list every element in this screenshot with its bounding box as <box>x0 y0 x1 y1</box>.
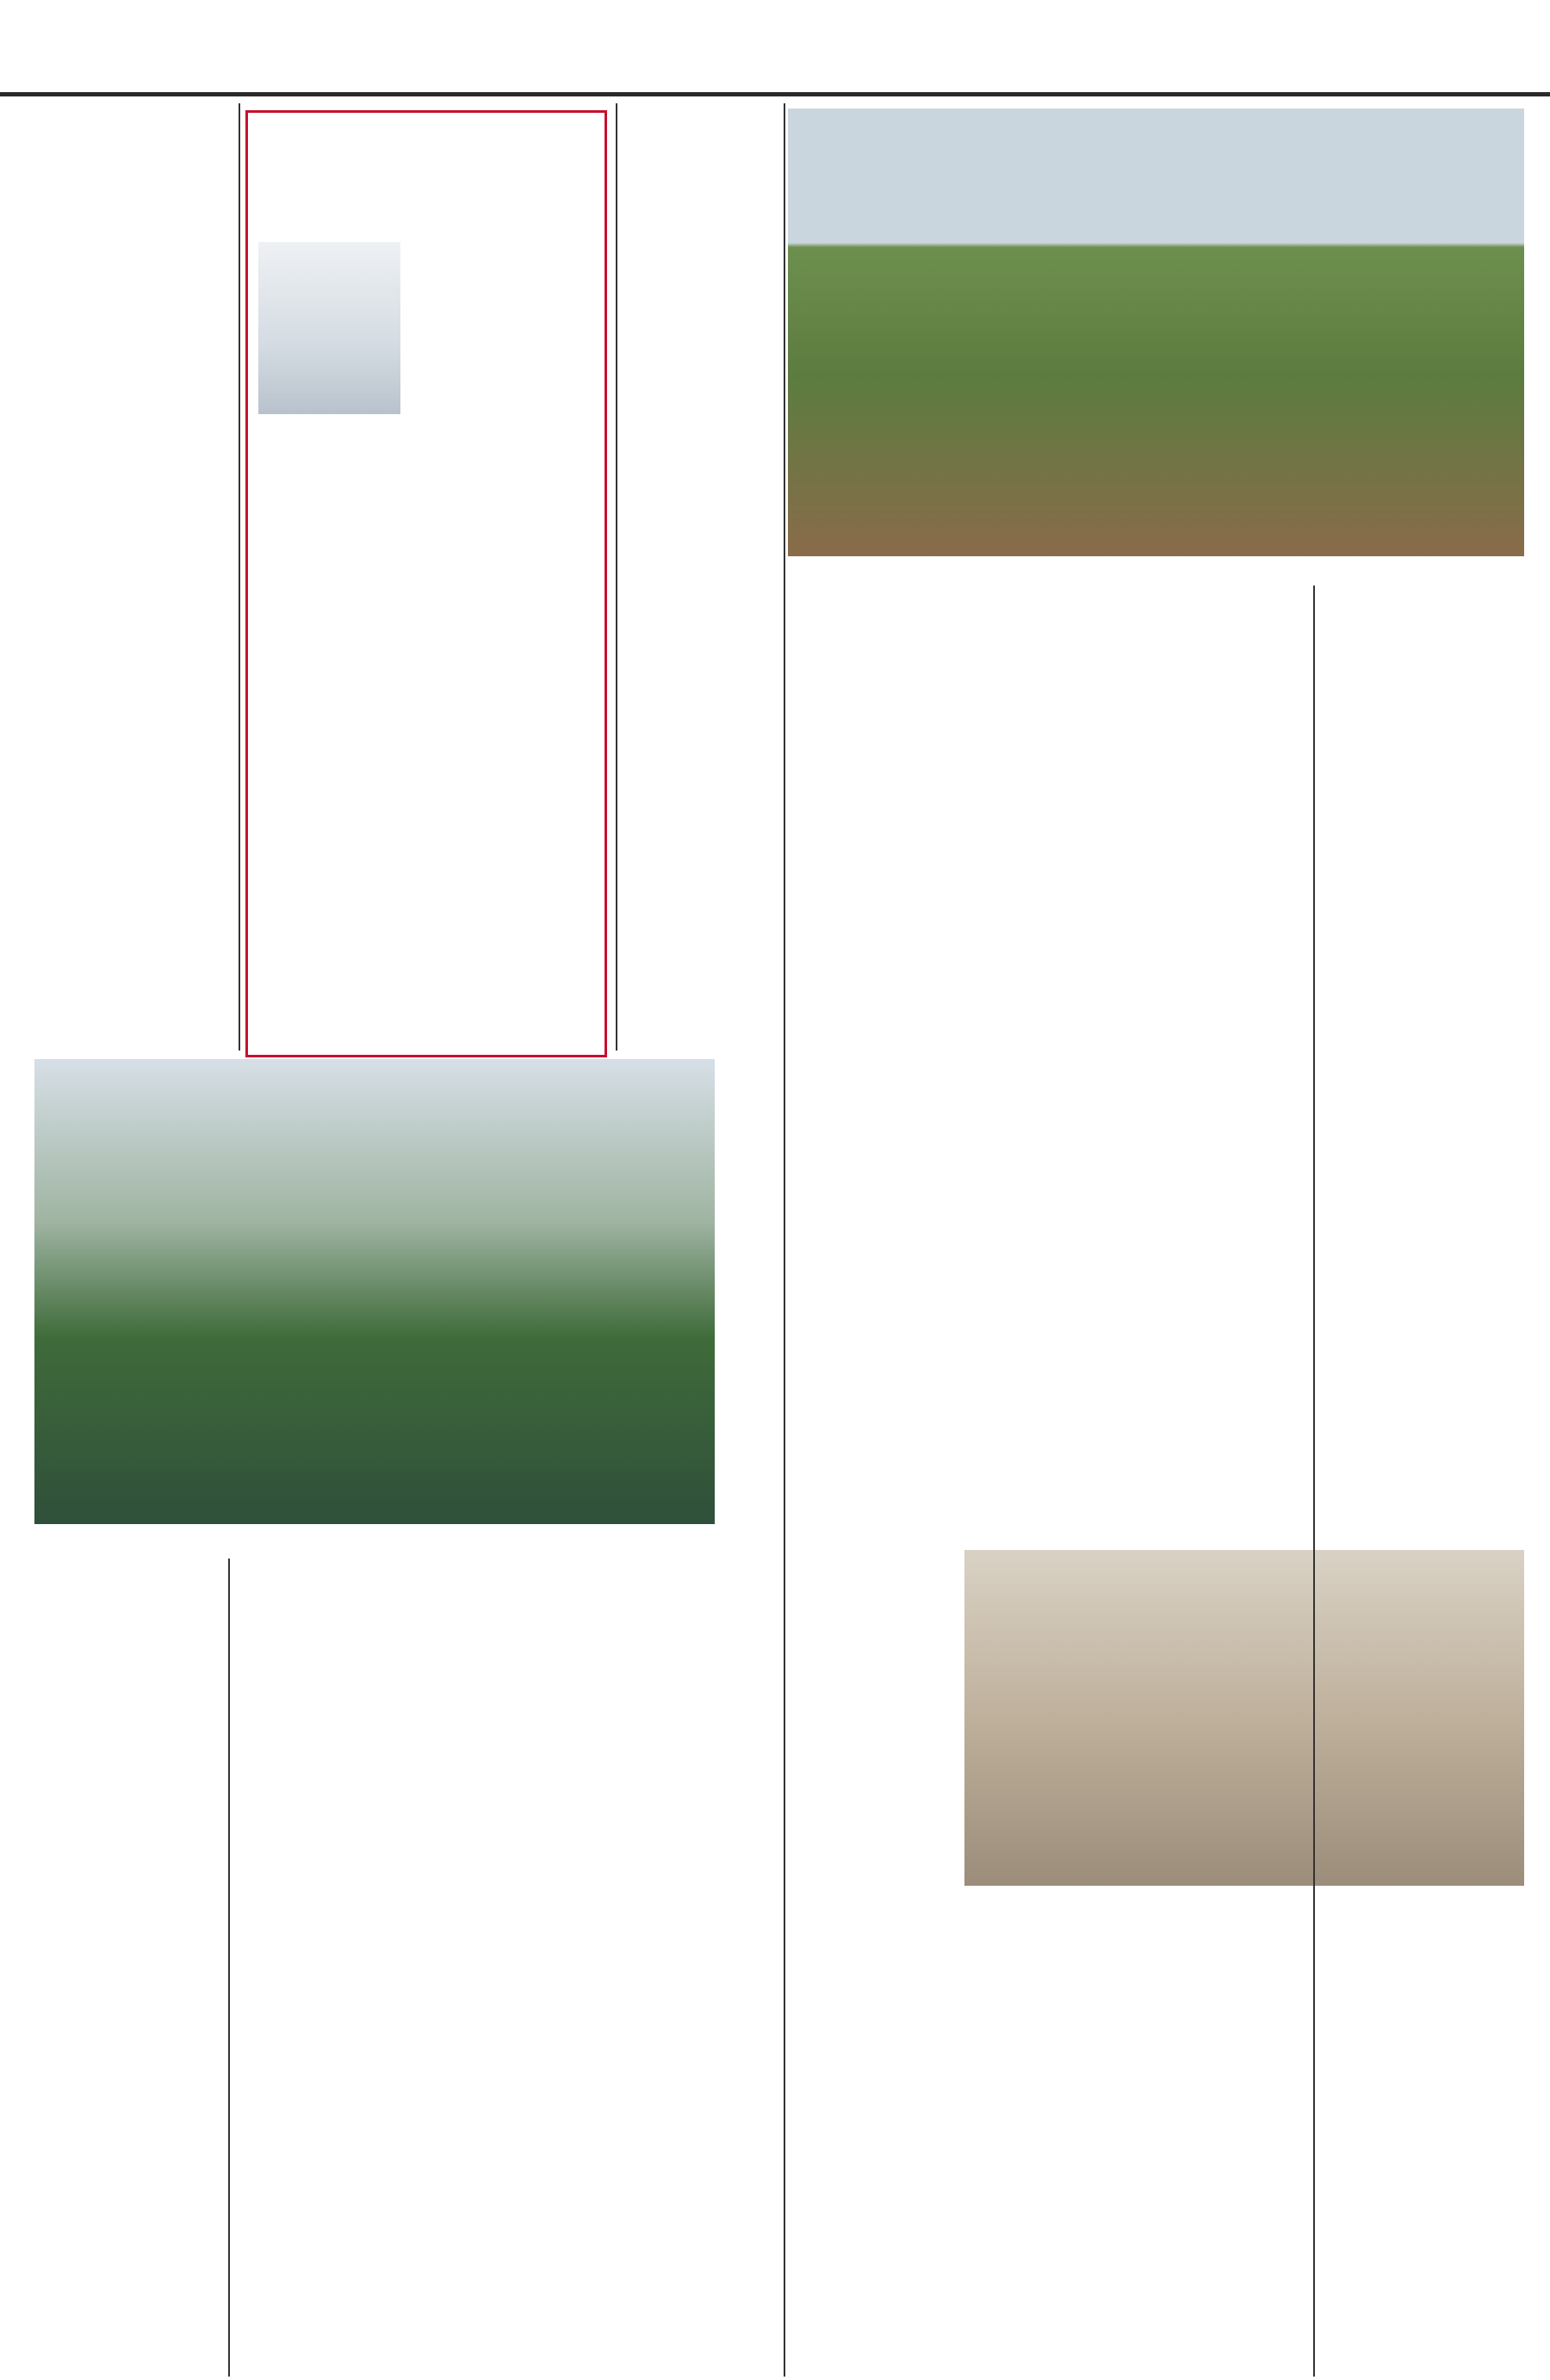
article-ambulance-unused <box>245 110 607 1057</box>
article-idol-theft <box>34 1559 224 2041</box>
article-floating-vegetables <box>232 1559 766 2006</box>
article-atrai-fish <box>388 2015 766 2377</box>
column-rule <box>616 103 617 1051</box>
article-madrasa-tree <box>779 1688 952 2377</box>
article-sherpur-hanging <box>964 904 1309 1541</box>
article-biramour-body <box>1318 586 1524 1662</box>
article-hakimpur-sentence <box>624 103 779 1180</box>
excavator-caption <box>788 560 1305 580</box>
excavator-credit <box>1378 560 1524 580</box>
ambulance-photo <box>258 242 400 414</box>
floating-garden-caption <box>34 1526 551 1546</box>
page-number <box>1464 34 1524 69</box>
article-palashbari-theft <box>1318 1946 1524 2377</box>
article-ambulance-charghat <box>34 103 232 1137</box>
article-manda-suicide <box>232 2015 379 2377</box>
sewing-machine-caption <box>964 1890 1524 1942</box>
sewing-machine-photo <box>964 1550 1524 1886</box>
masthead <box>0 0 1550 96</box>
column-rule <box>239 103 240 1051</box>
article-shibganj-rescue <box>964 1946 1309 2377</box>
column-rule <box>228 1559 230 2377</box>
headline <box>248 113 604 133</box>
column-rule <box>1313 586 1315 2377</box>
section-name <box>1274 38 1447 69</box>
newspaper-logo <box>34 26 241 77</box>
floating-garden-credit <box>551 1526 715 1546</box>
article-sonatala-land <box>788 586 1305 896</box>
article-ganja-arrest <box>779 904 952 1679</box>
article-school-food <box>34 2049 224 2377</box>
column-rule <box>784 103 785 2377</box>
dateline <box>258 38 775 69</box>
floating-garden-photo <box>34 1059 715 1524</box>
excavator-photo <box>788 108 1524 556</box>
